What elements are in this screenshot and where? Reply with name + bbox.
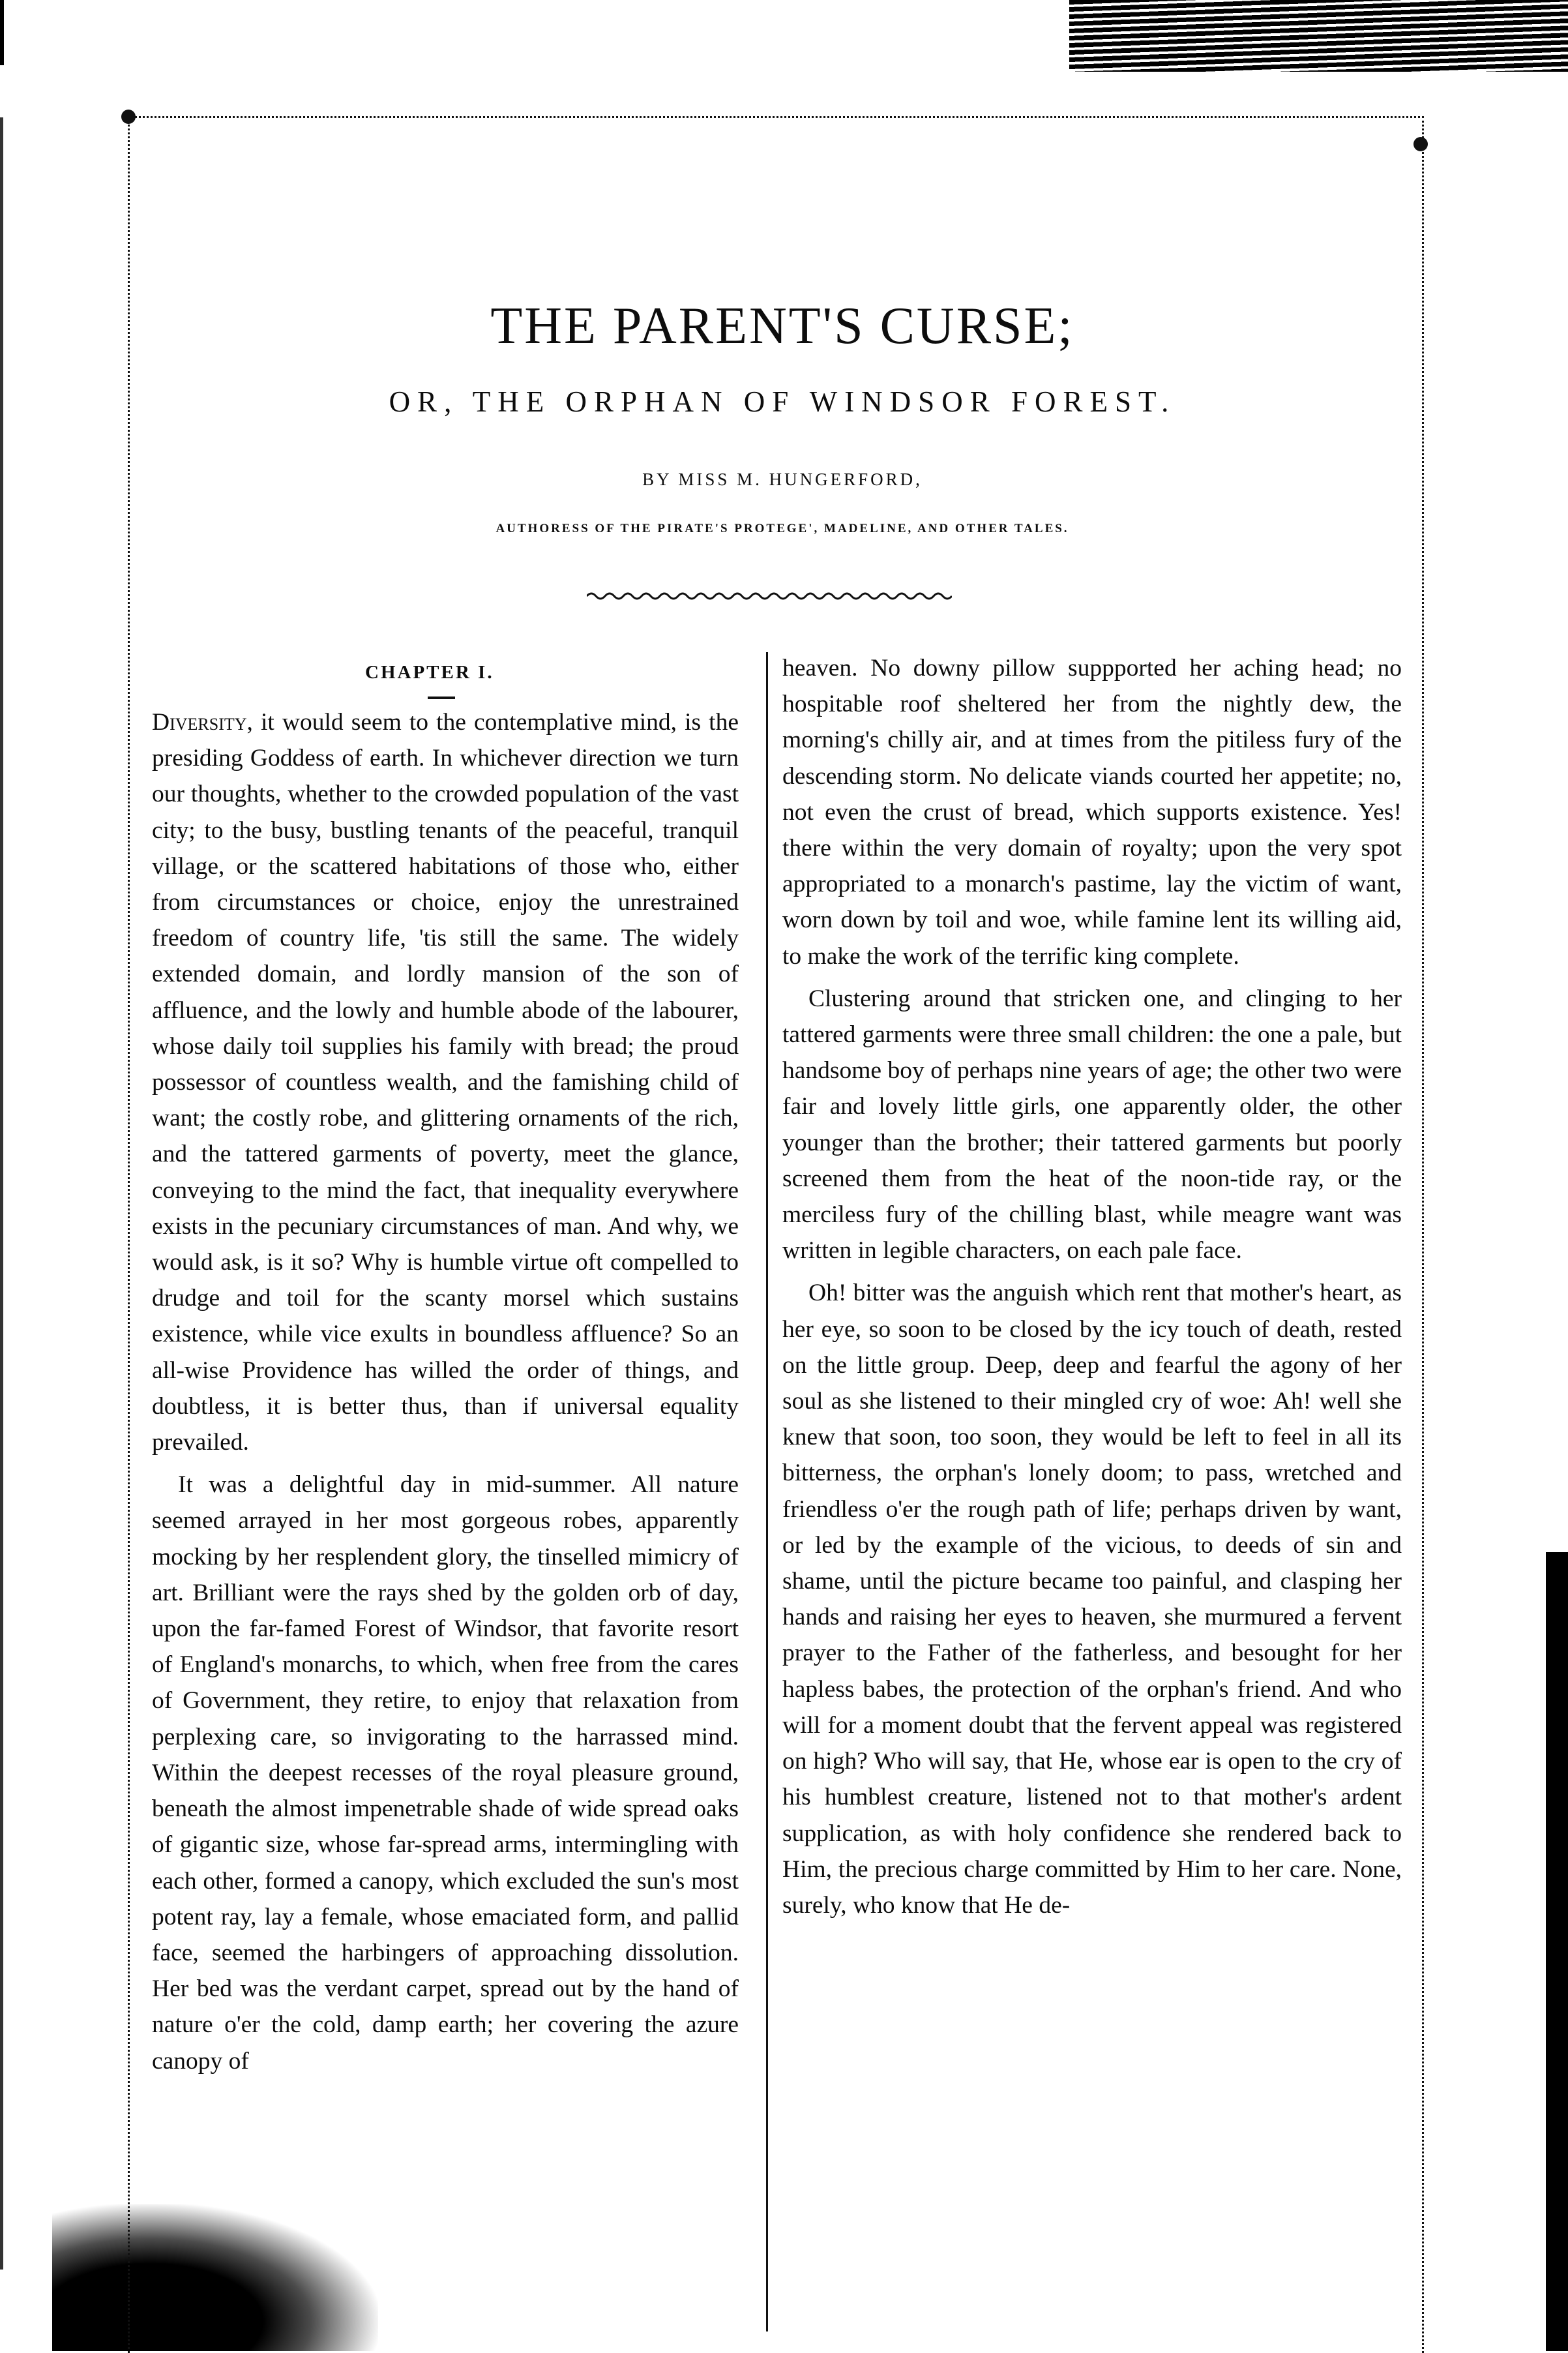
page-subtitle: OR, THE ORPHAN OF WINDSOR FOREST. [389, 385, 1176, 418]
paragraph: heaven. No downy pillow suppported her aching head; no hospitable roof sheltered her from the nightly dew, the morning's chilly air, and at times from the pitiless fury of the descending storm. No delicate viands courted her appetite; no, not even the crust of bread, which supports existence. Yes! there within the very domain of royalty; upon the very spot appropriated to a monarch's pastime, lay the victim of want, worn down by toil and woe, while famine lent its willing aid, to make the work of the terrific king complete. [782, 655, 1402, 970]
page-title: THE PARENT'S CURSE; [490, 297, 1074, 355]
right-column [782, 650, 1402, 2346]
chapter-dash [428, 697, 455, 699]
scan-edge-right [1546, 1552, 1568, 2351]
scan-edge-top-right [1069, 0, 1568, 72]
wavy-divider-ornament [587, 588, 952, 604]
author-credits: AUTHORESS OF THE PIRATE'S PROTEGE', MADELINE, AND OTHER TALES. [496, 522, 1069, 535]
paragraph [152, 704, 739, 1460]
scan-edge-top-left [0, 0, 50, 65]
drop-word: Diversity, [152, 709, 253, 736]
frame-corner-ornament-right [1413, 137, 1428, 151]
paragraph: Clustering around that stricken one, and clinging to her tattered garments were three small children: the one a pale, but handsome boy of perhaps nine years of age; the other two were fair and lovely little girls, one apparently older, the other younger than the brother; their tattered garments but poorly screened them from the heat of the noon-tide ray, or the merciless fury of the chilling blast, while meagre want was written in legible characters, on each pale face. [782, 985, 1402, 1265]
scan-edge-left [0, 117, 10, 2270]
paragraph-text: it would seem to the contemplative mind, is the presiding Goddess of earth. In whichever direction we turn our thoughts, whether to the crowded population of the vast city; to the busy, bustling tenants of the peaceful, tranquil village, or the scattered habitations of those who, either from circumstances or choice, enjoy the unrestrained freedom of country life, 'tis still the same. The widely extended domain, and lordly mansion of the son of affluence, and the lowly and humble abode of the labourer, whose daily toil supplies his family with bread; the proud possessor of countless wealth, and the famishing child of want; the costly robe, and glittering ornaments of the rich, and the tattered garments of poverty, meet the glance, conveying to the mind the fact, that inequality everywhere exists in the pecuniary circumstances of man. And why, we would ask, is it so? Why is humble virtue oft compelled to drudge and toil for the scanty morsel which sustains existence, while vice exults in boundless affluence? So an all-wise Providence has willed the order of things, and doubtless, it is better thus, than if universal equality prevailed. [152, 709, 739, 1456]
paragraph: It was a delightful day in mid-summer. All nature seemed arrayed in her most gorgeous robes, apparently mocking by her resplendent glory, the tinselled mimicry of art. Brilliant were the rays shed by the golden orb of day, upon the far-famed Forest of Windsor, that favorite resort of England's monarchs, to which, when free from the cares of Government, they retire, to enjoy that relaxation from perplexing care, so invigorating to the harrassed mind. Within the deepest recesses of the royal pleasure ground, beneath the almost impenetrable shade of wide spread oaks of gigantic size, whose far-spread arms, intermingling with each other, formed a canopy, which excluded the sun's most potent ray, lay a female, whose emaciated form, and pallid face, seemed the harbingers of approaching dissolution. Her bed was the verdant carpet, spread out by the hand of nature o'er the cold, damp earth; her covering the azure canopy of [152, 1471, 739, 2075]
chapter-heading: CHAPTER I. [365, 662, 494, 683]
left-column [152, 704, 739, 2296]
column-divider [766, 652, 768, 2331]
frame-corner-ornament-left [121, 110, 136, 124]
author-byline: BY MISS M. HUNGERFORD, [642, 470, 923, 489]
paragraph: Oh! bitter was the anguish which rent that mother's heart, as her eye, so soon to be closed by the icy touch of death, rested on the little group. Deep, deep and fearful the agony of her soul as she listened to their mingled cry of woe: Ah! well she knew that soon, too soon, they would be left to feel in all its bitterness, the orphan's lonely doom; to pass, wretched and friendless o'er the rough path of life; perhaps driven by want, or led by the example of the vicious, to deeds of sin and shame, until the picture became too painful, and clasping her hands and raising her eyes to heaven, she murmured a fervent prayer to the Father of the fatherless, and besought for her hapless babes, the protection of the orphan's friend. And who will for a moment doubt that the fervent appeal was registered on high? Who will say, that He, whose ear is open to the cry of his humblest creature, listened not to that mother's ardent supplication, as with holy confidence she rendered back to Him, the precious charge committed by Him to her care. None, surely, who know that He de- [782, 1280, 1402, 1919]
